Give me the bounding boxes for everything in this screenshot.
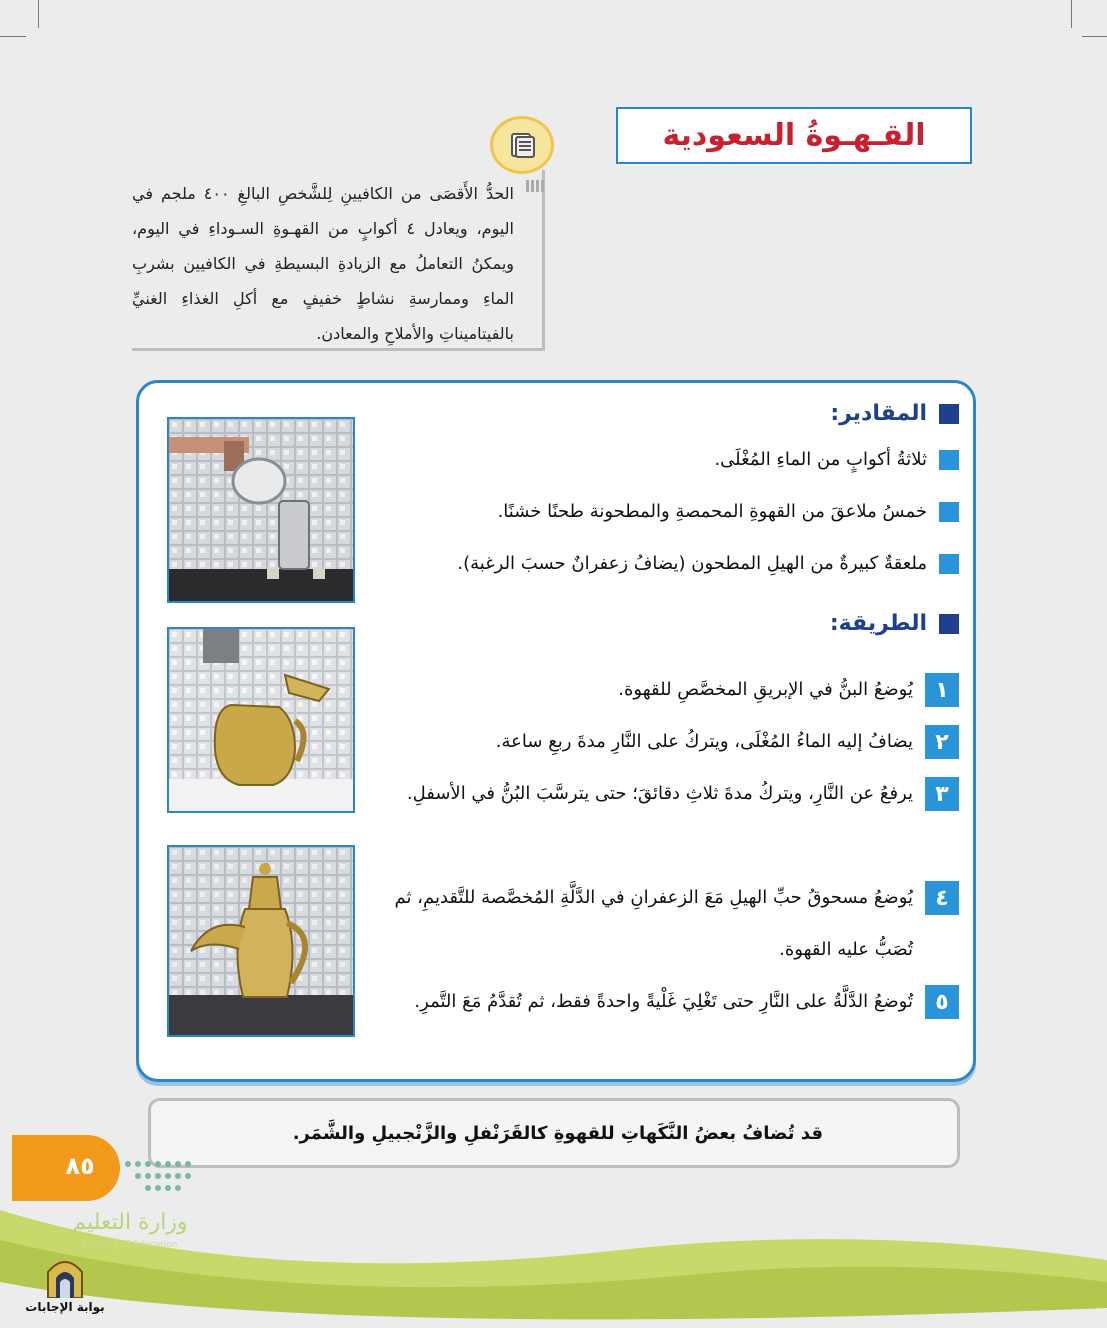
recipe-panel xyxy=(136,380,976,1082)
photo-brass-pot xyxy=(167,627,355,813)
caffeine-note-text: الحدُّ الأَقصَى من الكافيينِ لِلشَّخصِ البالغِ ٤٠٠ ملجم في اليوم، ويعادل ٤ أكوابٍ من القهـوةِ السـوداءِ في اليوم، ويمكنُ التعاملُ مع الزيادةِ البسيطةِ في الكافيين بشربِ الماءِ وممارسةِ نشاطٍ خفيفٍ مع أكلِ الغذاءِ الغنيِّ بالفيتاميناتِ والأملاحِ والمعادن. xyxy=(132,184,515,343)
crop-mark xyxy=(1071,0,1072,28)
portal-label: بوابة الإجابات xyxy=(25,1300,105,1314)
ingredient-text: ملعقةٌ كبيرةٌ من الهيلِ المطحون (يضافُ زعفرانٌ حسبَ الرغبة). xyxy=(457,553,927,574)
ingredient-item xyxy=(498,501,959,522)
notes-icon xyxy=(490,116,554,174)
bullet-square-icon xyxy=(939,450,959,470)
method-step xyxy=(363,777,959,820)
step-text: يُوضعُ مسحوقُ حبِّ الهيلِ مَعَ الزعفرانِ في الدَّلَّةِ المُخصَّصة للتَّقديمِ، ثم تُصَبُّ عليه القهوة. xyxy=(394,887,913,960)
ingredient-text: ثلاثةُ أكوابٍ من الماءِ المُغْلَى. xyxy=(714,449,927,470)
ministry-name: وزارة التعليم xyxy=(72,1210,188,1235)
method-heading xyxy=(830,611,959,636)
method-step xyxy=(353,673,959,716)
method-step xyxy=(363,985,959,1028)
bullet-square-icon xyxy=(939,554,959,574)
crop-mark xyxy=(1082,36,1107,37)
step-number: ٥ xyxy=(925,985,959,1019)
ingredients-heading xyxy=(830,401,959,426)
step-number: ٣ xyxy=(925,777,959,811)
method-step xyxy=(353,725,959,768)
ministry-logo-icon xyxy=(120,1156,200,1200)
step-number: ٢ xyxy=(925,725,959,759)
method-step xyxy=(363,881,959,976)
gate-logo-icon xyxy=(44,1254,86,1298)
ingredients-heading-text: المقادير: xyxy=(830,401,927,426)
ingredient-text: خمسُ ملاعقَ من القهوةِ المحمصةِ والمطحونة طحنًا خشنًا. xyxy=(497,501,927,522)
note-marker xyxy=(522,180,544,192)
heading-square-icon xyxy=(939,614,959,634)
ministry-name-en: Ministry of Education xyxy=(82,1240,178,1250)
photo-dallah xyxy=(167,845,355,1037)
bullet-square-icon xyxy=(939,502,959,522)
ingredient-item xyxy=(457,553,959,574)
step-number: ٤ xyxy=(925,881,959,915)
ingredient-item xyxy=(714,449,959,470)
step-text: يرفعُ عن النَّارِ، ويتركُ مدةَ ثلاثِ دقائقَ؛ حتى يترسَّبَ البُنُّ في الأسفلِ. xyxy=(406,783,913,804)
crop-mark xyxy=(38,0,39,28)
heading-square-icon xyxy=(939,404,959,424)
step-number: ١ xyxy=(925,673,959,707)
crop-mark xyxy=(0,36,26,37)
flavor-note-text: قد تُضافُ بعضُ النَّكَهاتِ للقهوةِ كالقَرَنْفلِ والزَّنْجبيلِ والشَّمَر. xyxy=(292,1122,823,1144)
method-heading-text: الطريقة: xyxy=(829,611,927,636)
step-text: يُوضعُ البنُّ في الإبريقِ المخصَّصِ للقهوة. xyxy=(618,679,913,700)
step-text: يضافُ إليه الماءُ المُغْلَى، ويتركُ على النَّارِ مدةَ ربعِ ساعة. xyxy=(495,731,913,752)
step-text: تُوضعُ الدَّلَّةُ على النَّارِ حتى تَغْلِيَ غَلْيةً واحدةً فقط، ثم تُقدَّمُ مَعَ التَّمرِ. xyxy=(414,991,913,1012)
page-title-box xyxy=(616,107,972,164)
page-number: ٨٥ xyxy=(65,1152,95,1180)
flavor-note xyxy=(148,1098,960,1168)
photo-kettle-pouring xyxy=(167,417,355,603)
page-title: القـهـوةُ السعودية xyxy=(662,118,926,153)
caffeine-note xyxy=(132,170,545,351)
